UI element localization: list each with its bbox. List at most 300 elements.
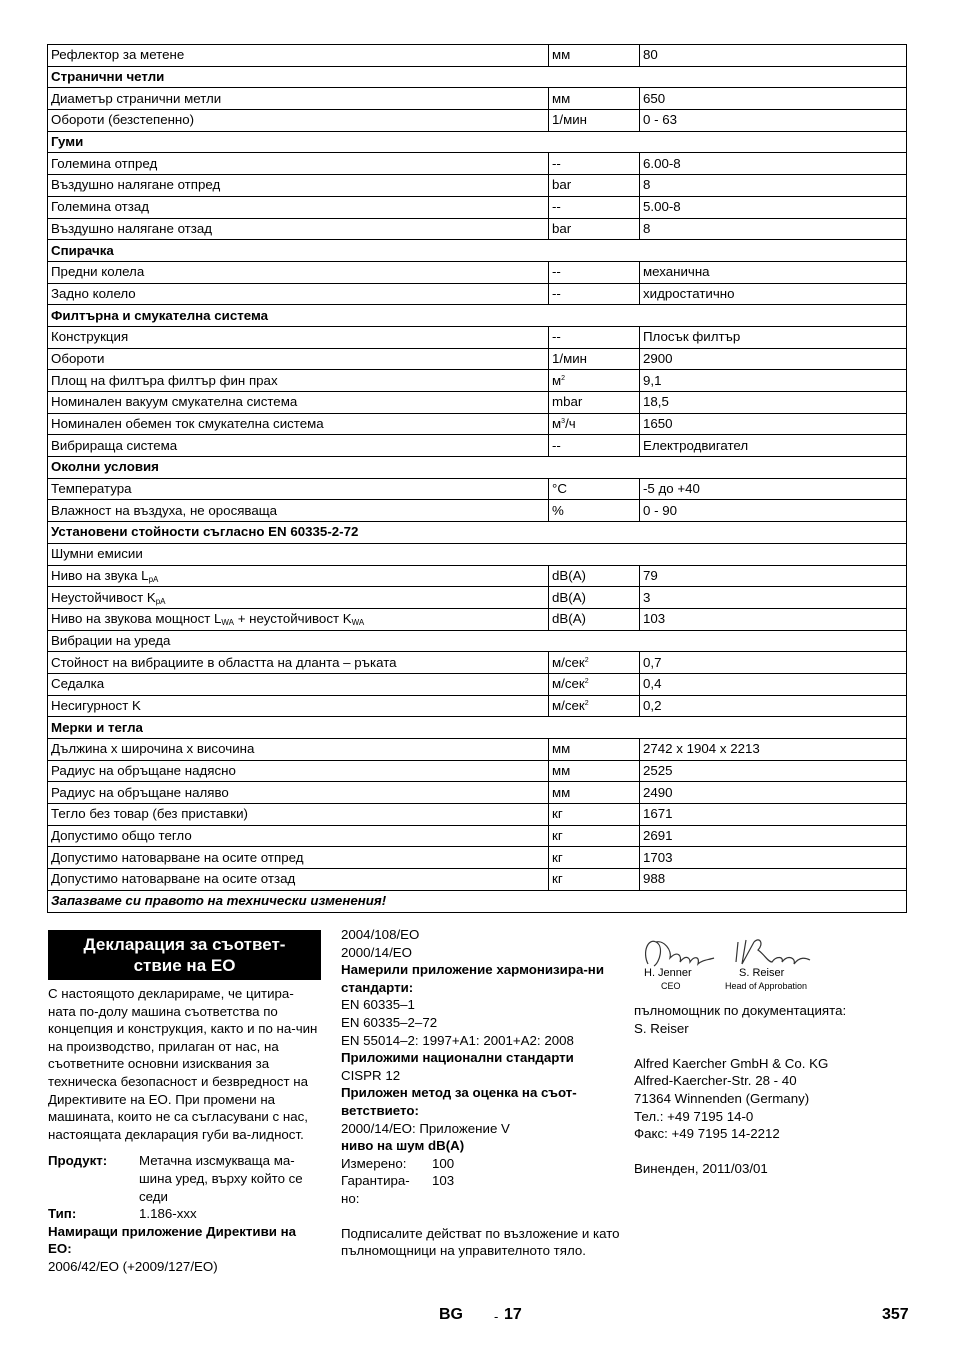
spec-value (640, 413, 907, 435)
spec-label-subscript: WA (221, 618, 234, 628)
spec-value (640, 587, 907, 609)
spec-label-text: Вибрираща система (51, 437, 178, 453)
company-name: Alfred Kaercher GmbH & Co. KG (634, 1055, 829, 1071)
spec-full-text: Запазваме си правото на технически изменения! (51, 893, 387, 909)
spec-label-text: Предни колела (51, 264, 145, 280)
documentation-representative-label: пълномощник по документацията: (634, 1003, 847, 1018)
spec-row (48, 283, 907, 305)
spec-value (640, 326, 907, 348)
spec-value-text: 8 (643, 177, 651, 193)
spec-full-text: Мерки и тегла (51, 719, 143, 735)
product-value: Метачна изсмукваща ма-шина уред, върху който се седи (139, 1153, 303, 1204)
spec-unit-text: мм (552, 784, 571, 800)
spec-value-text: 2490 (643, 784, 673, 800)
declaration-title (48, 930, 321, 980)
measured-row (341, 1155, 621, 1173)
spec-unit (549, 218, 640, 240)
spec-row (48, 153, 907, 175)
footer-language: BG (439, 1306, 463, 1323)
spec-section-title (48, 66, 907, 88)
spec-label-text: Влажност на въздуха, не оросяваща (51, 502, 278, 518)
spec-row (48, 587, 907, 609)
spec-full-row (48, 543, 907, 565)
spec-label-text: Седалка (51, 676, 105, 692)
noise-level-heading: ниво на шум dB(A) (341, 1138, 465, 1154)
spec-unit (549, 587, 640, 609)
spec-row (48, 695, 907, 717)
spec-row (48, 608, 907, 630)
spec-row (48, 326, 907, 348)
spec-label (48, 435, 549, 457)
spec-label (48, 413, 549, 435)
directive-3: 2000/14/EO (341, 944, 412, 960)
spec-value-text: 2525 (643, 763, 673, 779)
spec-label-text: Големина отзад (51, 199, 150, 215)
spec-unit-superscript: 3 (561, 418, 566, 426)
spec-value-text: 80 (643, 47, 658, 63)
product-row (48, 1152, 320, 1205)
spec-unit (549, 825, 640, 847)
signatory-1-name: H. Jenner (644, 967, 692, 979)
spec-full-text: Спирачка (51, 242, 114, 258)
spec-unit (549, 370, 640, 392)
spec-value-text: 0,7 (643, 654, 662, 670)
spec-full-text: Странични четли (51, 69, 165, 85)
standard-1: EN 60335–1 (341, 997, 415, 1013)
conformity-method-heading: Приложен метод за оценка на съот-ветствието: (341, 1085, 577, 1118)
spec-full-row (48, 890, 907, 912)
spec-unit-text: dB(A) (552, 589, 586, 605)
spec-unit (549, 652, 640, 674)
national-standards-heading: Приложими национални стандарти (341, 1050, 574, 1066)
spec-value-text: 0,2 (643, 697, 662, 713)
spec-unit-text: °C (552, 481, 567, 497)
spec-section-title (48, 522, 907, 544)
spec-value (640, 478, 907, 500)
spec-label-text: Въздушно налягане отзад (51, 220, 213, 236)
spec-label-text-2: + неустойчивост K (234, 611, 352, 627)
spec-unit (549, 500, 640, 522)
spec-label-text: Радиус на обръщане наляво (51, 784, 229, 800)
spec-label-text: Тегло без товар (без приставки) (51, 806, 248, 822)
spec-row (48, 478, 907, 500)
spec-unit (549, 153, 640, 175)
spec-label-subscript: pA (155, 596, 166, 606)
spec-value (640, 110, 907, 132)
spec-value-text: 2691 (643, 828, 673, 844)
spec-unit-text: м/сек (552, 676, 585, 692)
spec-label-text: Несигурност K (51, 697, 141, 713)
spec-value (640, 825, 907, 847)
spec-label-subscript: pA (148, 574, 159, 584)
spec-value (640, 370, 907, 392)
spec-unit-suffix: /ч (565, 416, 576, 432)
spec-row (48, 673, 907, 695)
spec-label (48, 565, 549, 587)
spec-value-text: Плосък филтър (643, 329, 741, 345)
declaration-title-line-2: ствие на ЕО (133, 956, 236, 975)
spec-unit-text: mbar (552, 394, 583, 410)
spec-section-title (48, 305, 907, 327)
spec-unit-text: кг (552, 849, 563, 865)
footer-page-number: 357 (882, 1306, 909, 1323)
spec-label-text: Диаметър странични метли (51, 90, 222, 106)
spec-label-text: Обороти (безстепенно) (51, 112, 195, 128)
spec-unit (549, 760, 640, 782)
spec-unit-text: 1/мин (552, 112, 588, 128)
national-standard-1: CISPR 12 (341, 1067, 401, 1083)
spec-full-text: Вибрации на уреда (51, 632, 171, 648)
spec-label (48, 45, 549, 67)
spec-label-text: Радиус на обръщане надясно (51, 763, 236, 779)
harmonized-standards-heading: Намерили приложение хармонизира-ни стандарти: (341, 962, 604, 995)
spec-unit-text: dB(A) (552, 611, 586, 627)
spec-value-text: 79 (643, 567, 658, 583)
spec-label (48, 370, 549, 392)
spec-value-text: хидростатично (643, 285, 735, 301)
signatures-block (634, 932, 824, 994)
spec-value (640, 153, 907, 175)
spec-unit-text: кг (552, 871, 563, 887)
spec-label-text: Рефлектор за метене (51, 47, 185, 63)
spec-value (640, 608, 907, 630)
spec-unit-superscript: 2 (584, 699, 589, 707)
spec-row (48, 869, 907, 891)
spec-label (48, 782, 549, 804)
signatures-image (634, 932, 824, 972)
guaranteed-value: 103 (432, 1173, 455, 1189)
spec-full-text: Установени стойности съгласно EN 60335-2-72 (51, 524, 359, 540)
spec-unit-text: кг (552, 806, 563, 822)
spec-full-text: Гуми (51, 134, 84, 150)
spec-value-text: механична (643, 264, 710, 280)
spec-footnote (48, 890, 907, 912)
spec-unit-text: bar (552, 220, 572, 236)
spec-label-text: Ниво на звукова мощност L (51, 611, 222, 627)
type-row (48, 1205, 320, 1223)
company-street: Alfred-Kaercher-Str. 28 - 40 (634, 1073, 797, 1089)
spec-label (48, 825, 549, 847)
spec-row (48, 218, 907, 240)
spec-value-text: 8 (643, 220, 651, 236)
spec-label (48, 478, 549, 500)
product-label: Продукт: (48, 1153, 108, 1169)
spec-value (640, 218, 907, 240)
spec-row (48, 760, 907, 782)
spec-row (48, 435, 907, 457)
signatory-2-role: Head of Approbation (725, 981, 808, 991)
spec-unit-text: м (552, 372, 562, 388)
spec-value-text: 5.00-8 (643, 199, 681, 215)
spec-value (640, 760, 907, 782)
spec-label-text: Стойност на вибрациите в областта на дланта – ръката (51, 654, 397, 670)
spec-value-text: 988 (643, 871, 666, 887)
spec-section-title (48, 717, 907, 739)
standard-3: EN 55014–2: 1997+A1: 2001+A2: 2008 (341, 1032, 574, 1048)
spec-section-header (48, 66, 907, 88)
spec-section-header (48, 717, 907, 739)
spec-value-text: 1671 (643, 806, 673, 822)
spec-unit-text: -- (552, 199, 561, 215)
spec-unit (549, 45, 640, 67)
spec-unit-text: мм (552, 763, 571, 779)
type-value: 1.186-xxx (139, 1206, 197, 1222)
documentation-representative-name: S. Reiser (634, 1020, 689, 1036)
spec-unit (549, 565, 640, 587)
signatory-2-name: S. Reiser (739, 967, 785, 979)
spec-row (48, 782, 907, 804)
spec-row (48, 261, 907, 283)
spec-section-header (48, 131, 907, 153)
spec-unit (549, 175, 640, 197)
spec-unit-text: -- (552, 264, 561, 280)
spec-label-text: Номинален обемен ток смукателна система (51, 416, 324, 432)
spec-row (48, 45, 907, 67)
spec-unit-text: -- (552, 155, 561, 171)
spec-unit (549, 869, 640, 891)
spec-label (48, 804, 549, 826)
spec-unit-text: % (552, 502, 564, 518)
spec-value (640, 283, 907, 305)
spec-label (48, 261, 549, 283)
spec-unit-text: -- (552, 329, 561, 345)
spec-value-text: 650 (643, 90, 666, 106)
spec-label-text: Площ на филтъра филтър фин прах (51, 372, 278, 388)
directives-heading: Намиращи приложение Директиви на ЕО: (48, 1223, 297, 1257)
spec-value-text: Електродвигател (643, 437, 749, 453)
spec-label (48, 88, 549, 110)
spec-value (640, 652, 907, 674)
spec-full-text: Филтърна и смукателна система (51, 307, 269, 323)
spec-value-text: 1703 (643, 849, 673, 865)
guaranteed-row (341, 1172, 621, 1207)
spec-value (640, 500, 907, 522)
spec-row (48, 652, 907, 674)
spec-unit (549, 608, 640, 630)
spec-label-text: Въздушно налягане отпред (51, 177, 221, 193)
spec-row (48, 739, 907, 761)
spec-value-text: 2742 x 1904 x 2213 (643, 741, 760, 757)
spec-value (640, 673, 907, 695)
spec-section-title (48, 240, 907, 262)
spec-value (640, 847, 907, 869)
spec-label (48, 695, 549, 717)
spec-unit-text: кг (552, 828, 563, 844)
spec-label (48, 283, 549, 305)
spec-label-text: Ниво на звука L (51, 567, 149, 583)
spec-label (48, 392, 549, 414)
spec-label (48, 110, 549, 132)
spec-row (48, 825, 907, 847)
spec-unit (549, 478, 640, 500)
spec-value-text: 103 (643, 611, 666, 627)
footer-section-page: 17 (504, 1306, 522, 1323)
declaration-column-1 (48, 985, 320, 1276)
spec-unit-text: мм (552, 47, 571, 63)
spec-unit (549, 695, 640, 717)
spec-row (48, 348, 907, 370)
spec-value (640, 782, 907, 804)
spec-unit-superscript: 2 (584, 678, 589, 686)
spec-unit (549, 348, 640, 370)
spec-section-title (48, 457, 907, 479)
spec-value (640, 196, 907, 218)
spec-unit (549, 435, 640, 457)
type-label: Тип: (48, 1206, 77, 1222)
declaration-title-line-1: Декларация за съответ- (83, 935, 286, 954)
spec-label-text: Дължина x широчина x височина (51, 741, 255, 757)
spec-value-text: 3 (643, 589, 651, 605)
spec-value-text: 9,1 (643, 372, 662, 388)
spec-row (48, 370, 907, 392)
spec-unit-text: м/сек (552, 654, 585, 670)
spec-value-text: -5 до +40 (643, 481, 700, 497)
standard-2: EN 60335–2–72 (341, 1014, 438, 1030)
spec-section-title (48, 131, 907, 153)
spec-unit (549, 88, 640, 110)
spec-value (640, 804, 907, 826)
place-and-date: Виненден, 2011/03/01 (634, 1161, 768, 1177)
spec-full-row (48, 630, 907, 652)
spec-label (48, 348, 549, 370)
spec-label (48, 587, 549, 609)
spec-unit (549, 392, 640, 414)
spec-unit (549, 413, 640, 435)
spec-unit-superscript: 2 (584, 656, 589, 664)
spec-row (48, 630, 907, 652)
spec-label (48, 218, 549, 240)
spec-row (48, 88, 907, 110)
spec-unit-text: м (552, 416, 562, 432)
spec-value-text: 1650 (643, 416, 673, 432)
spec-value-text: 2900 (643, 350, 673, 366)
spec-label (48, 175, 549, 197)
footer-separator: - (494, 1309, 499, 1324)
spec-row (48, 565, 907, 587)
spec-value-text: 0,4 (643, 676, 662, 692)
spec-label (48, 500, 549, 522)
company-city: 71364 Winnenden (Germany) (634, 1090, 810, 1106)
directive-1: 2006/42/EO (+2009/127/EO) (48, 1258, 218, 1274)
spec-row (48, 413, 907, 435)
spec-label-subscript-2: WA (351, 618, 365, 628)
spec-row (48, 500, 907, 522)
spec-value-text: 6.00-8 (643, 155, 681, 171)
spec-label-text: Температура (51, 481, 132, 497)
spec-value (640, 88, 907, 110)
spec-unit (549, 261, 640, 283)
spec-section-header (48, 240, 907, 262)
spec-label (48, 673, 549, 695)
company-phone: Тел.: +49 7195 14-0 (634, 1108, 754, 1124)
spec-label (48, 196, 549, 218)
spec-unit-text: -- (552, 437, 561, 453)
spec-value (640, 175, 907, 197)
declaration-column-2 (341, 926, 621, 1260)
spec-value (640, 565, 907, 587)
spec-unit (549, 782, 640, 804)
spec-label-text: Задно колело (51, 285, 136, 301)
spec-value (640, 695, 907, 717)
spec-value (640, 739, 907, 761)
spec-section-header (48, 305, 907, 327)
spec-unit-text: мм (552, 741, 571, 757)
spec-unit-superscript: 2 (561, 374, 566, 382)
spec-label (48, 608, 549, 630)
spec-label (48, 326, 549, 348)
spec-unit (549, 283, 640, 305)
technical-data-table (47, 44, 907, 913)
spec-label-text: Големина отпред (51, 155, 158, 171)
declaration-column-3 (634, 1002, 914, 1178)
spec-full-text: Шумни емисии (51, 546, 143, 562)
spec-value (640, 261, 907, 283)
spec-label (48, 847, 549, 869)
spec-row (48, 392, 907, 414)
directive-2: 2004/108/EO (341, 927, 420, 942)
spec-value (640, 45, 907, 67)
signatories-note: Подписалите действат по възложение и като пълномощници на управителното тяло. (341, 1225, 620, 1259)
conformity-method-1: 2000/14/EO: Приложение V (341, 1120, 510, 1136)
spec-row (48, 196, 907, 218)
spec-unit-text: bar (552, 177, 572, 193)
declaration-intro: С настоящото декларираме, че цитира-ната по-долу машина съответства по концепция и конструкция, както и по на-чин на производство, прилаган от нас, на съответните основни изисквания за техническа безопасност и безвредност на Директивите на ЕО. При промени на машината, които не са съгласувани с нас, настоящата декларация губи ва-лидност. (48, 986, 318, 1142)
spec-value (640, 869, 907, 891)
spec-label (48, 739, 549, 761)
spec-value (640, 435, 907, 457)
measured-value: 100 (432, 1155, 455, 1171)
spec-row (48, 543, 907, 565)
guaranteed-label: Гарантира-но: (341, 1173, 410, 1206)
spec-label (48, 760, 549, 782)
spec-section-header (48, 522, 907, 544)
spec-unit (549, 110, 640, 132)
company-fax: Факс: +49 7195 14-2212 (634, 1126, 780, 1142)
spec-unit (549, 847, 640, 869)
spec-unit (549, 673, 640, 695)
measured-label: Измерено: (341, 1155, 407, 1171)
spec-unit (549, 739, 640, 761)
signatory-1-role: CEO (661, 981, 681, 991)
spec-row (48, 804, 907, 826)
spec-label-text: Неустойчивост K (51, 589, 156, 605)
spec-value-text: 0 - 63 (643, 112, 678, 128)
spec-label (48, 869, 549, 891)
spec-value-text: 18,5 (643, 394, 669, 410)
spec-label-text: Допустимо натоварване на осите отзад (51, 871, 296, 887)
spec-label (48, 153, 549, 175)
spec-unit-text: 1/мин (552, 350, 588, 366)
spec-label-text: Конструкция (51, 329, 129, 345)
spec-value (640, 392, 907, 414)
spec-row (48, 175, 907, 197)
spec-label-text: Обороти (51, 350, 105, 366)
spec-label (48, 652, 549, 674)
spec-unit (549, 326, 640, 348)
spec-unit-text: м/сек (552, 697, 585, 713)
spec-label-text: Номинален вакуум смукателна система (51, 394, 298, 410)
spec-unit (549, 804, 640, 826)
spec-unit-text: мм (552, 90, 571, 106)
spec-value (640, 348, 907, 370)
spec-section-header (48, 457, 907, 479)
spec-label-text: Допустимо общо тегло (51, 828, 192, 844)
spec-unit-text: -- (552, 285, 561, 301)
spec-value-text: 0 - 90 (643, 502, 678, 518)
spec-label-text: Допустимо натоварване на осите отпред (51, 849, 304, 865)
spec-full-text: Околни условия (51, 459, 159, 475)
spec-unit-text: dB(A) (552, 567, 586, 583)
